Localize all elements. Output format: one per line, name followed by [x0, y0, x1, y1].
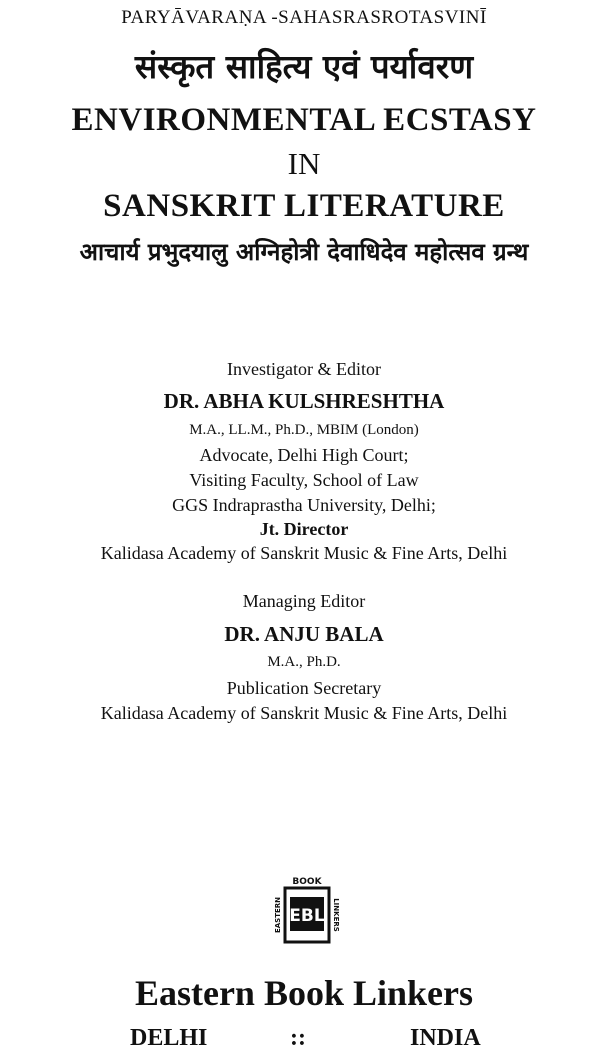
book-title-line-3: SANSKRIT LITERATURE [103, 188, 505, 224]
editor-name: DR. ABHA KULSHRESHTHA [163, 389, 445, 413]
series-title: PARYĀVARAṆA -SAHASRASROTASVINĪ [121, 7, 487, 28]
editor-degrees: M.A., LL.M., Ph.D., MBIM (London) [189, 422, 419, 438]
book-title-line-1: ENVIRONMENTAL ECSTASY [71, 102, 537, 138]
managing-editor-degrees: M.A., Ph.D. [267, 654, 341, 670]
location-separator: :: [290, 1025, 306, 1051]
publisher-country: INDIA [410, 1025, 481, 1051]
managing-editor-post: Publication Secretary [226, 678, 382, 698]
editor-role: Investigator & Editor [227, 359, 381, 379]
managing-editor-name: DR. ANJU BALA [224, 622, 384, 646]
editor-organization: Kalidasa Academy of Sanskrit Music & Fine Arts, Delhi [100, 543, 508, 563]
editor-post: Jt. Director [259, 519, 349, 539]
publisher-name: Eastern Book Linkers [134, 973, 474, 1013]
editor-affiliation-3: GGS Indraprastha University, Delhi; [172, 495, 436, 515]
hindi-title: संस्कृत साहित्य एवं पर्यावरण [134, 47, 474, 86]
logo-text-top: BOOK [292, 877, 322, 887]
book-title-line-2: IN [287, 146, 321, 181]
editor-affiliation-2: Visiting Faculty, School of Law [189, 470, 419, 490]
logo-text-right: LINKERS [332, 898, 340, 932]
hindi-subtitle: आचार्य प्रभुदयालु अग्निहोत्री देवाधिदेव महोत्सव ग्रन्थ [79, 238, 529, 266]
logo-text-left: EASTERN [274, 896, 282, 934]
publisher-logo [270, 873, 344, 945]
logo-text-center: EBL [289, 906, 325, 926]
managing-editor-role: Managing Editor [242, 591, 366, 611]
managing-editor-organization: Kalidasa Academy of Sanskrit Music & Fine Arts, Delhi [100, 703, 508, 723]
editor-affiliation-1: Advocate, Delhi High Court; [199, 445, 409, 465]
publisher-city: DELHI [130, 1025, 208, 1051]
